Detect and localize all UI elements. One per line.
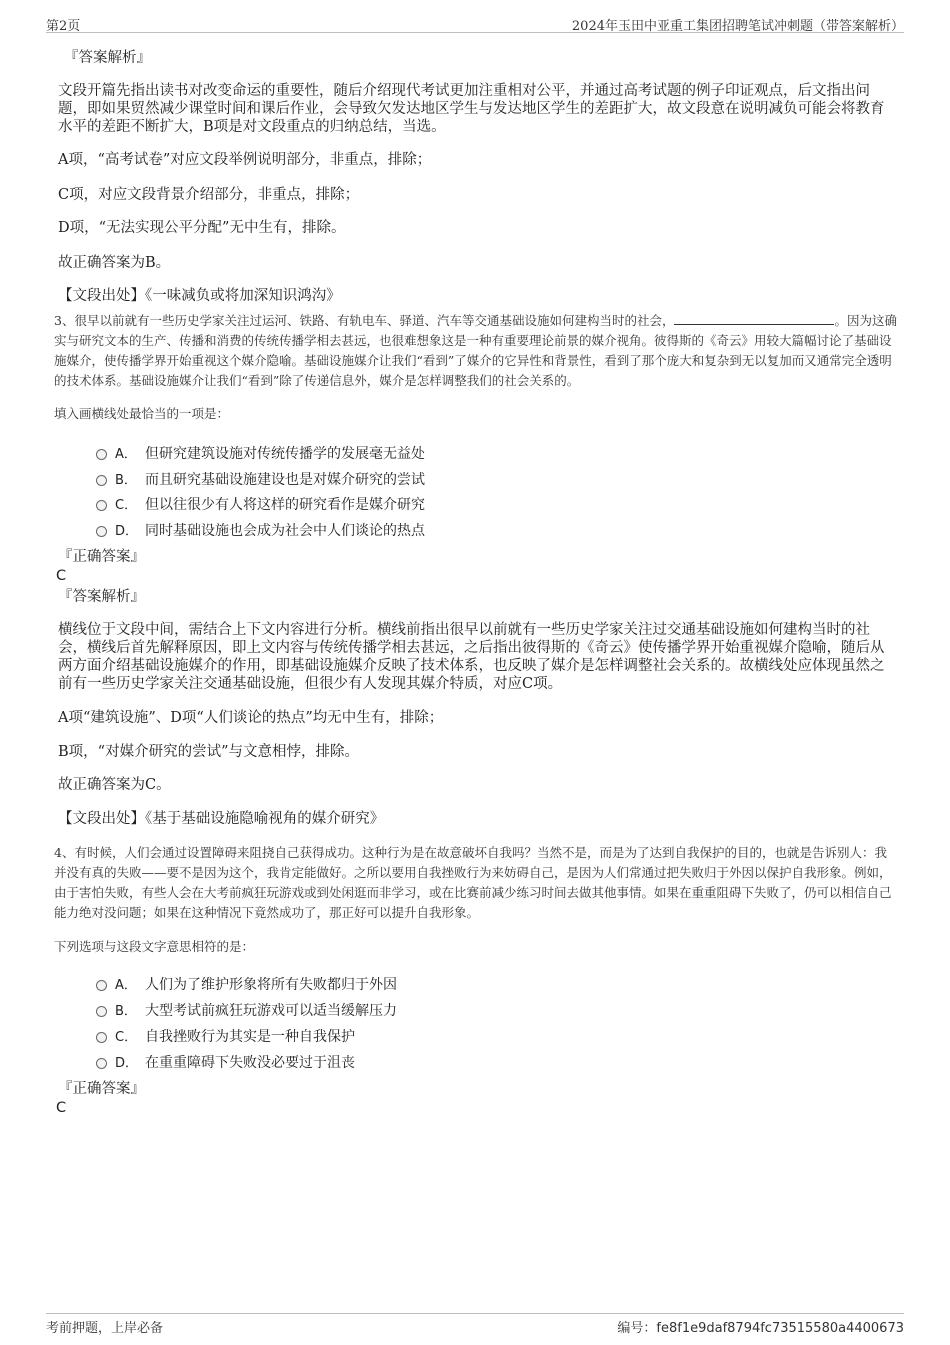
page-header [46,12,904,33]
radio-icon[interactable] [96,526,107,537]
q3-option-c[interactable]: C． 但以往很少有人将这样的研究看作是媒介研究 [96,494,425,514]
radio-icon[interactable] [96,1058,107,1069]
q4-stem: 4、有时候，人们会通过设置障碍来阻挠自己获得成功。这种行为是在故意破坏自我吗？当然不是，而是为了达到自我保护的目的，也就是告诉别人：我并没有真的失败——要不是因为这个，我肯定能做好。之所以要用自我挫败行为来妨碍自己，是因为人们常通过把失败归于外因以保护自我形象。例如，由于害怕失败，有些人会在大考前疯狂玩游戏或到处闲逛而非学习，或在比赛前减少练习时间去做其他事情。如果在重重阻碍下失败了，仍可以相信自己能力绝对没问题；如果在这种情况下竟然成功了，那正好可以提升自我形象。 [54,845,892,920]
q2-source: 【文段出处】《一味减负或将加深知识鸿沟》 [58,288,341,304]
q2-analysis-label: 『答案解析』 [64,50,151,66]
radio-icon[interactable] [96,1006,107,1017]
q2-analysis-text: 文段开篇先指出读书对改变命运的重要性，随后介绍现代考试更加注重相对公平，并通过高考试题的例子印证观点，后文指出问题，即如果贸然减少课堂时间和课后作业，会导致欠发达地区学生与发达地区学生的差距扩大，故文段意在说明减负可能会将教育水平的差距不断扩大，B项是对文段重点的归纳总结，当选。 [58,83,885,135]
q3-answer-blank [674,312,834,325]
q4-option-a[interactable]: A． 人们为了维护形象将所有失败都归于外因 [96,974,397,994]
q4-correct-answer: C [56,1100,67,1116]
q4-option-d[interactable]: D． 在重重障碍下失败没必要过于沮丧 [96,1052,355,1072]
q3-correct-label: 『正确答案』 [58,549,145,565]
q3-option-d[interactable]: D． 同时基础设施也会成为社会中人们谈论的热点 [96,520,425,540]
q2-conclusion: 故正确答案为B。 [58,255,171,271]
q3-analysis-text: 横线位于文段中间，需结合上下文内容进行分析。横线前指出很早以前就有一些历史学家关注过交通基础设施如何建构当时的社会，横线后首先解释原因，即上文内容与传统传播学相去甚远，之后指出彼得斯的《奇云》使传播学界开始重视媒介隐喻，随后从两方面介绍基础设施媒介的作用，即基础设施媒介反映了技术体系，也反映了媒介是怎样调整社会关系的。故横线处应体现虽然之前有一些历史学家关注交通基础设施，但很少有人发现其媒介特质，对应C项。 [58,622,885,692]
footer-slogan: 考前押题，上岸必备 [46,1321,164,1336]
q2-note-a: A项，“高考试卷”对应文段举例说明部分，非重点，排除； [58,152,432,168]
q3-stem-before: 3、很早以前就有一些历史学家关注过运河、铁路、有轨电车、驿道、汽车等交通基础设施如何建构当时的社会， [54,313,675,328]
q3-correct-answer: C [56,568,67,584]
q3-conclusion: 故正确答案为C。 [58,777,171,793]
page-number: 第2页 [46,19,81,34]
q4-option-c[interactable]: C． 自我挫败行为其实是一种自我保护 [96,1026,355,1046]
q3-note-b: B项，“对媒介研究的尝试”与文意相悖，排除。 [58,744,359,760]
q3-analysis-label: 『答案解析』 [58,589,145,605]
q3-note-ad: A项“建筑设施”、D项“人们谈论的热点”均无中生有，排除； [58,710,444,726]
q3-stem [54,311,899,391]
radio-icon[interactable] [96,500,107,511]
document-code: 编号：fe8f1e9daf8794fc73515580a4400673 [617,1321,904,1336]
document-title: 2024年玉田中亚重工集团招聘笔试冲刺题（带答案解析） [571,19,904,34]
radio-icon[interactable] [96,1032,107,1043]
q4-correct-label: 『正确答案』 [58,1081,145,1097]
q2-note-d: D项，“无法实现公平分配”无中生有，排除。 [58,220,346,236]
q3-source: 【文段出处】《基于基础设施隐喻视角的媒介研究》 [58,811,385,827]
q4-prompt: 下列选项与这段文字意思相符的是： [54,939,255,954]
q4-option-b[interactable]: B． 大型考试前疯狂玩游戏可以适当缓解压力 [96,1000,397,1020]
q3-prompt: 填入画横线处最恰当的一项是： [54,406,230,421]
radio-icon[interactable] [96,475,107,486]
q3-stem-after: 。因为这确实与研究文本的生产、传播和消费的传统传播学相去甚远，也很难想象这是一种有重要理论前景的媒介视角。彼得斯的《奇云》用较大篇幅讨论了基础设施媒介，使传播学界开始重视这个媒介隐喻。基础设施媒介让我们“看到”了媒介的它异性和背景性，看到了那个庞大和复杂到无以复加而又通常完全透明的技术体系。基础设施媒介让我们“看到”除了传递信息外，媒介是怎样调整我们的社会关系的。 [54,313,897,388]
q3-option-a[interactable]: A． 但研究建筑设施对传统传播学的发展毫无益处 [96,443,425,463]
radio-icon[interactable] [96,449,107,460]
page-footer [46,1313,904,1334]
q3-option-b[interactable]: B． 而且研究基础设施建设也是对媒介研究的尝试 [96,469,425,489]
radio-icon[interactable] [96,980,107,991]
q2-note-c: C项，对应文段背景介绍部分，非重点，排除； [58,187,360,203]
